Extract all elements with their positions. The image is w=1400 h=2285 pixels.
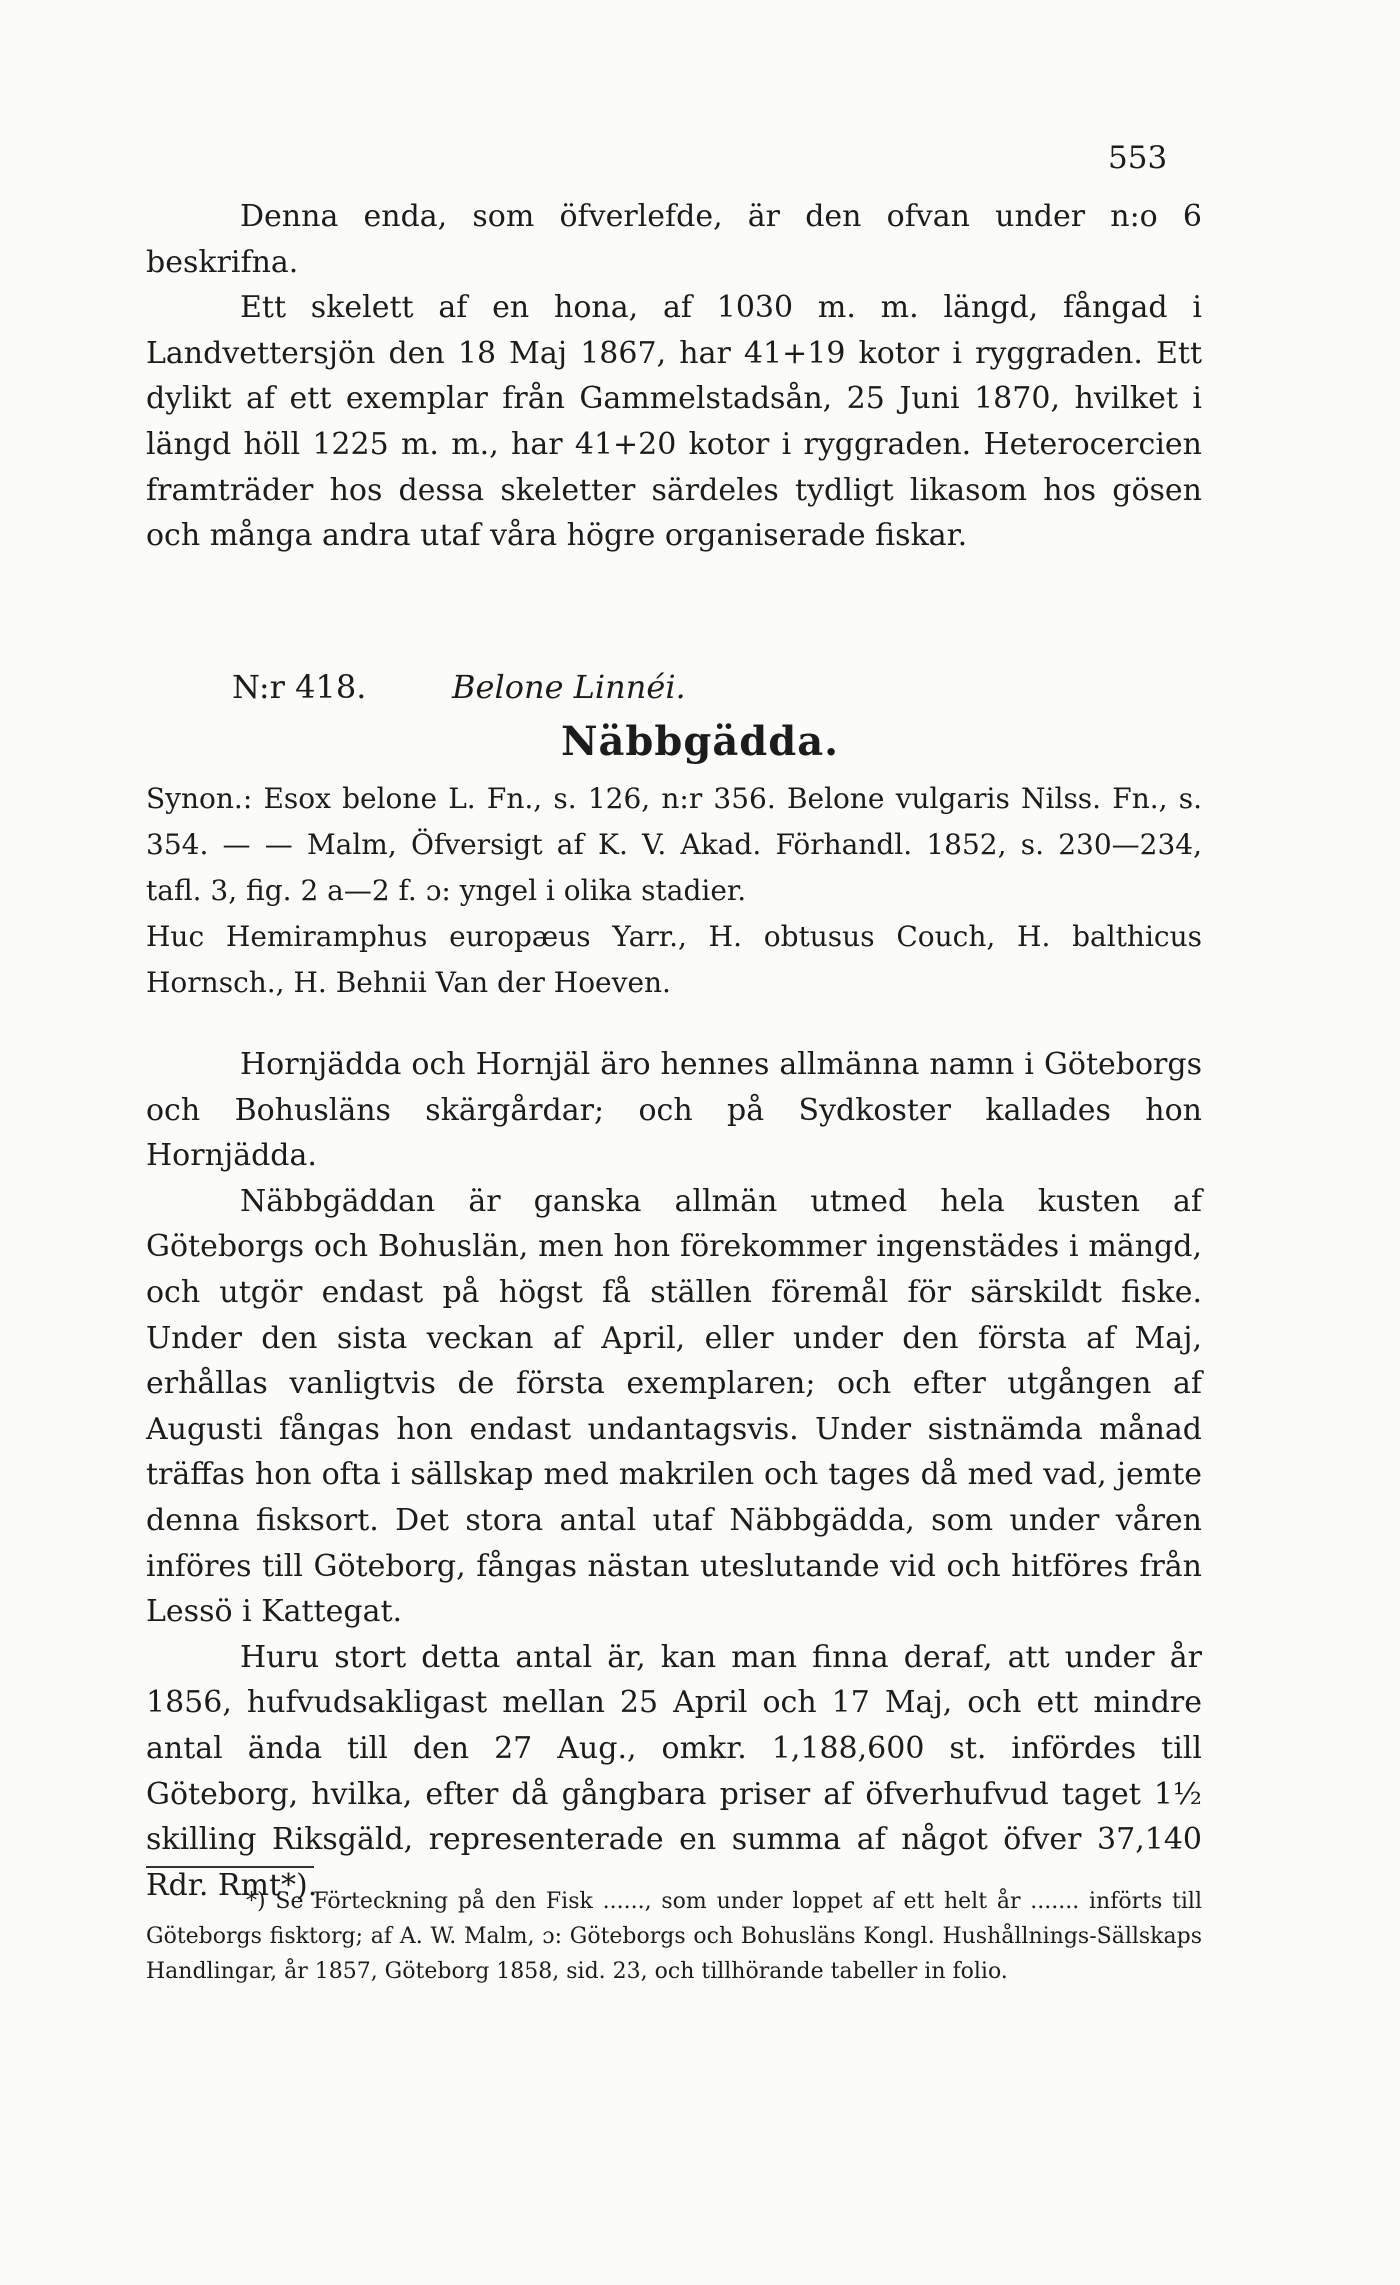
footnote-rule xyxy=(146,1866,314,1868)
species-heading xyxy=(232,668,686,706)
paragraph: Hornjädda och Hornjäl äro hennes allmänna namn i Göteborgs och Bohusläns skärgårdar; och på Sydkoster kallades hon Hornjädda. xyxy=(146,1047,1202,1174)
paragraph: Huru stort detta antal är, kan man finna deraf, att under år 1856, hufvudsakligast mellan 25 April och 17 Maj, och ett mindre antal ända till den 27 Aug., omkr. 1,188,600 st. infördes till Göteborg, hvilka, efter då gångbara priser af öfverhufvud taget 1½ skilling Riksgäld, representerade en summa af något öfver 37,140 Rdr. Rmt*). xyxy=(146,1639,1202,1903)
huc-synonyms: Huc Hemiramphus europæus Yarr., H. obtusus Couch, H. balthicus Hornsch., H. Behnii Van der Hoeven. xyxy=(146,920,1202,999)
paragraph: Näbbgäddan är ganska allmän utmed hela kusten af Göteborgs och Bohuslän, men hon förekommer ingenstädes i mängd, och utgör endast på högst få ställen föremål för särskildt fiske. Under den sista veckan af April, eller under den första af Maj, erhållas vanligtvis de första exemplaren; och efter utgången af Augusti fångas hon endast undantagsvis. Under sistnämda månad träffas hon ofta i sällskap med makrilen och tages då med vad, jemte denna fisksort. Det stora antal utaf Näbbgädda, som under våren införes till Göteborg, fångas nästan uteslutande vid och hitföres från Lessö i Kattegat. xyxy=(146,1183,1202,1630)
footnote-text: *) Se Förteckning på den Fisk ......, som under loppet af ett helt år ....... införts till Göteborgs fisktorg; af A. W. Malm, ɔ: Göteborgs och Bohusläns Kongl. Hushållnings-Sällskaps Handlingar, år 1857, Göteborg 1858, sid. 23, och tillhörande tabeller in folio. xyxy=(146,1889,1202,1984)
footnote xyxy=(146,1884,1202,1989)
intro-paragraphs xyxy=(146,194,1202,559)
synonymy xyxy=(146,776,1202,1006)
synonyms: Synon.: Esox belone L. Fn., s. 126, n:r 356. Belone vulgaris Nilss. Fn., s. 354. — — Malm, Öfversigt af K. V. Akad. Förhandl. 1852, s. 230—234, tafl. 3, fig. 2 a—2 f. ɔ: yngel i olika stadier. xyxy=(146,782,1202,907)
paragraph: Ett skelett af en hona, af 1030 m. m. längd, fångad i Landvettersjön den 18 Maj 1867, har 41+19 kotor i ryggraden. Ett dylikt af ett exemplar från Gammelstadsån, 25 Juni 1870, hvilket i längd höll 1225 m. m., har 41+20 kotor i ryggraden. Heterocercien framträder hos dessa skeletter särdeles tydligt likasom hos gösen och många andra utaf våra högre organiserade fiskar. xyxy=(146,290,1202,554)
species-vernacular-name: Näbbgädda. xyxy=(560,718,840,765)
paragraph: Denna enda, som öfverlefde, är den ofvan under n:o 6 beskrifna. xyxy=(146,199,1202,280)
main-text xyxy=(146,1042,1202,1908)
species-scientific-name: Belone Linnéi. xyxy=(452,668,686,706)
page-number: 553 xyxy=(1108,140,1168,176)
species-number: N:r 418. xyxy=(232,668,367,706)
